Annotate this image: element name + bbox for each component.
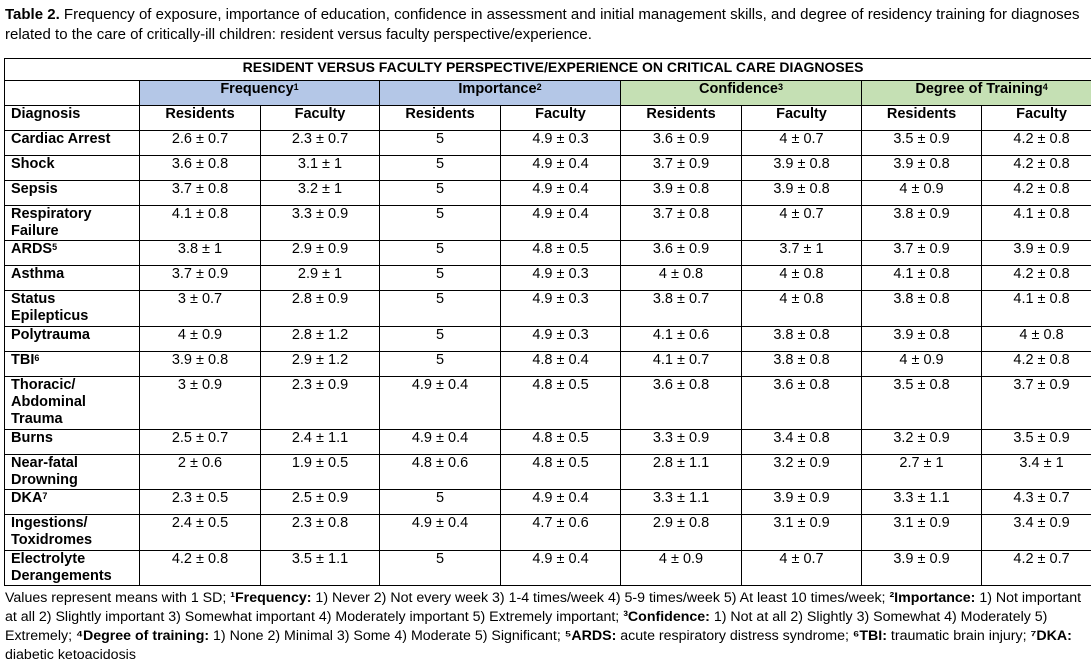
value-cell: 3 ± 0.9	[140, 377, 261, 430]
diagnosis-cell	[5, 551, 140, 586]
value-cell: 5	[380, 490, 501, 515]
value-cell: 5	[380, 266, 501, 291]
value-cell: 3.3 ± 0.9	[261, 206, 380, 241]
table-row	[5, 131, 1091, 156]
value-cell: 2.3 ± 0.8	[261, 515, 380, 551]
table-row	[5, 327, 1091, 352]
value-cell: 4.2 ± 0.8	[982, 266, 1091, 291]
value-cell: 4 ± 0.7	[742, 551, 862, 586]
value-cell: 4 ± 0.9	[621, 551, 742, 586]
value-cell: 4.8 ± 0.5	[501, 377, 621, 430]
group-header-label: Importance	[458, 81, 537, 97]
value-cell: 4.8 ± 0.5	[501, 430, 621, 455]
footnote-marker: 7	[42, 491, 48, 501]
footnote-text: acute respiratory distress syndrome;	[616, 628, 853, 644]
table-row	[5, 352, 1091, 377]
diagnosis-cell	[5, 291, 140, 327]
value-cell: 3.8 ± 0.8	[862, 291, 982, 327]
table-row	[5, 515, 1091, 551]
value-cell: 4 ± 0.7	[742, 131, 862, 156]
value-cell: 3.7 ± 0.8	[621, 206, 742, 241]
value-cell: 5	[380, 156, 501, 181]
value-cell: 3.5 ± 0.9	[862, 131, 982, 156]
value-cell: 5	[380, 241, 501, 266]
value-cell: 3.7 ± 0.9	[982, 377, 1091, 430]
diagnosis-cell	[5, 241, 140, 266]
footnote-term: ³Confidence:	[623, 609, 710, 625]
value-cell: 4 ± 0.8	[982, 327, 1091, 352]
diagnosis-label: Cardiac Arrest	[11, 131, 111, 147]
value-cell: 3.6 ± 0.9	[621, 131, 742, 156]
value-cell: 2.5 ± 0.7	[140, 430, 261, 455]
value-cell: 4.2 ± 0.8	[982, 131, 1091, 156]
value-cell: 3.6 ± 0.8	[742, 377, 862, 430]
table-row	[5, 156, 1091, 181]
value-cell: 2.9 ± 0.8	[621, 515, 742, 551]
diagnosis-cell	[5, 490, 140, 515]
value-cell: 2.6 ± 0.7	[140, 131, 261, 156]
value-cell: 4.1 ± 0.7	[621, 352, 742, 377]
value-cell: 5	[380, 352, 501, 377]
footnote-term: ⁴Degree of training:	[75, 628, 210, 644]
diagnosis-label: Ingestions/ Toxidromes	[11, 515, 93, 548]
value-cell: 2.3 ± 0.5	[140, 490, 261, 515]
footnote-text: diabetic ketoacidosis	[5, 647, 136, 663]
value-cell: 2.5 ± 0.9	[261, 490, 380, 515]
value-cell: 3.8 ± 0.9	[862, 206, 982, 241]
group-header	[140, 81, 380, 106]
value-cell: 2.9 ± 1	[261, 266, 380, 291]
diagnosis-label: Respiratory Failure	[11, 206, 92, 239]
value-cell: 3.4 ± 0.8	[742, 430, 862, 455]
footnote-marker: 5	[52, 242, 58, 252]
value-cell: 4.8 ± 0.5	[501, 241, 621, 266]
column-header: Residents	[380, 106, 501, 131]
value-cell: 2.8 ± 1.1	[621, 455, 742, 490]
value-cell: 3.7 ± 0.9	[621, 156, 742, 181]
value-cell: 2.8 ± 0.9	[261, 291, 380, 327]
diagnosis-cell	[5, 156, 140, 181]
value-cell: 4.9 ± 0.3	[501, 291, 621, 327]
column-header: Faculty	[982, 106, 1091, 131]
value-cell: 3.7 ± 0.8	[140, 181, 261, 206]
value-cell: 3.9 ± 0.8	[140, 352, 261, 377]
table-footnote	[5, 589, 1087, 665]
value-cell: 3.9 ± 0.8	[862, 156, 982, 181]
group-header	[380, 81, 621, 106]
group-header	[862, 81, 1091, 106]
diagnosis-cell	[5, 327, 140, 352]
value-cell: 3.2 ± 0.9	[862, 430, 982, 455]
value-cell: 3.4 ± 0.9	[982, 515, 1091, 551]
value-cell: 4 ± 0.9	[862, 181, 982, 206]
value-cell: 5	[380, 291, 501, 327]
value-cell: 2.9 ± 0.9	[261, 241, 380, 266]
value-cell: 4.9 ± 0.4	[501, 181, 621, 206]
diagnosis-cell	[5, 352, 140, 377]
table-row	[5, 181, 1091, 206]
value-cell: 3.1 ± 0.9	[742, 515, 862, 551]
value-cell: 2.8 ± 1.2	[261, 327, 380, 352]
value-cell: 4 ± 0.8	[742, 266, 862, 291]
value-cell: 2 ± 0.6	[140, 455, 261, 490]
diagnosis-label: Thoracic/ Abdominal Trauma	[11, 377, 86, 427]
table-row	[5, 551, 1091, 586]
value-cell: 4 ± 0.8	[742, 291, 862, 327]
table-row	[5, 430, 1091, 455]
value-cell: 4 ± 0.9	[862, 352, 982, 377]
value-cell: 4.7 ± 0.6	[501, 515, 621, 551]
footnote-text: 1) None 2) Minimal 3) Some 4) Moderate 5) Significant;	[209, 628, 565, 644]
diagnosis-cell	[5, 206, 140, 241]
group-header	[621, 81, 862, 106]
value-cell: 4.1 ± 0.8	[862, 266, 982, 291]
value-cell: 2.3 ± 0.7	[261, 131, 380, 156]
table-row	[5, 206, 1091, 241]
value-cell: 3 ± 0.7	[140, 291, 261, 327]
value-cell: 4.8 ± 0.4	[501, 352, 621, 377]
table-row	[5, 490, 1091, 515]
column-header: Residents	[140, 106, 261, 131]
value-cell: 3.9 ± 0.8	[621, 181, 742, 206]
diagnosis-cell	[5, 266, 140, 291]
value-cell: 3.8 ± 0.8	[742, 327, 862, 352]
value-cell: 4.9 ± 0.3	[501, 266, 621, 291]
table-row	[5, 455, 1091, 490]
value-cell: 2.4 ± 1.1	[261, 430, 380, 455]
value-cell: 1.9 ± 0.5	[261, 455, 380, 490]
footnote-text: 1) Not at all 2) Slightly 3) Somewhat 4) Moderately 5) Extremely;	[5, 609, 1048, 644]
footnote-term: ²Importance:	[889, 590, 976, 606]
value-cell: 3.1 ± 0.9	[862, 515, 982, 551]
table-caption-text: Frequency of exposure, importance of education, confidence in assessment and initial management skills, and degree of residency training for diagnoses related to the care of critically-ill children: resident versus faculty perspective/experience.	[5, 6, 1080, 43]
diagnosis-label: Status Epilepticus	[11, 291, 89, 324]
diagnosis-cell	[5, 131, 140, 156]
value-cell: 4.1 ± 0.8	[982, 206, 1091, 241]
value-cell: 4.1 ± 0.6	[621, 327, 742, 352]
value-cell: 3.3 ± 1.1	[621, 490, 742, 515]
value-cell: 3.9 ± 0.9	[862, 551, 982, 586]
group-header-label: Confidence	[699, 81, 778, 97]
table-caption	[5, 5, 1085, 45]
value-cell: 3.7 ± 1	[742, 241, 862, 266]
value-cell: 4.8 ± 0.5	[501, 455, 621, 490]
diagnosis-label: Burns	[11, 430, 53, 446]
group-header-blank	[5, 81, 140, 106]
diagnosis-cell	[5, 181, 140, 206]
value-cell: 3.9 ± 0.8	[742, 156, 862, 181]
diagnosis-label: Shock	[11, 156, 55, 172]
footnote-term: ⁷DKA:	[1030, 628, 1072, 644]
value-cell: 4.2 ± 0.8	[982, 181, 1091, 206]
value-cell: 4 ± 0.9	[140, 327, 261, 352]
diagnosis-label: Near-fatal Drowning	[11, 455, 78, 488]
value-cell: 3.3 ± 1.1	[862, 490, 982, 515]
footnote-text: Values represent means with 1 SD;	[5, 590, 231, 606]
value-cell: 2.3 ± 0.9	[261, 377, 380, 430]
table-caption-label: Table 2.	[5, 6, 60, 23]
table-row	[5, 241, 1091, 266]
value-cell: 4.2 ± 0.8	[140, 551, 261, 586]
group-header-label: Frequency	[220, 81, 294, 97]
diagnosis-label: DKA	[11, 490, 43, 506]
value-cell: 4.2 ± 0.8	[982, 352, 1091, 377]
value-cell: 4.9 ± 0.4	[380, 515, 501, 551]
group-header-label: Degree of Training	[915, 81, 1043, 97]
table-row	[5, 377, 1091, 430]
value-cell: 4.1 ± 0.8	[982, 291, 1091, 327]
value-cell: 3.9 ± 0.9	[742, 490, 862, 515]
value-cell: 3.8 ± 0.8	[742, 352, 862, 377]
data-table	[4, 58, 1091, 586]
table-banner: RESIDENT VERSUS FACULTY PERSPECTIVE/EXPERIENCE ON CRITICAL CARE DIAGNOSES	[5, 59, 1091, 81]
value-cell: 4.3 ± 0.7	[982, 490, 1091, 515]
value-cell: 5	[380, 181, 501, 206]
footnote-term: ¹Frequency:	[230, 590, 312, 606]
column-header: Diagnosis	[5, 106, 140, 131]
footnote-term: ⁵ARDS:	[564, 628, 617, 644]
diagnosis-cell	[5, 377, 140, 430]
value-cell: 3.8 ± 1	[140, 241, 261, 266]
value-cell: 3.9 ± 0.8	[742, 181, 862, 206]
value-cell: 3.5 ± 0.9	[982, 430, 1091, 455]
diagnosis-cell	[5, 515, 140, 551]
value-cell: 3.4 ± 1	[982, 455, 1091, 490]
footnote-text: 1) Never 2) Not every week 3) 1-4 times/week 4) 5-9 times/week 5) At least 10 times/week;	[311, 590, 890, 606]
value-cell: 4.9 ± 0.4	[501, 551, 621, 586]
footnote-text: 1) Not important at all 2) Slightly important 3) Somewhat important 4) Moderately important 5) Extremely important;	[5, 590, 1082, 625]
diagnosis-label: Polytrauma	[11, 327, 90, 343]
value-cell: 3.5 ± 0.8	[862, 377, 982, 430]
value-cell: 4.9 ± 0.4	[380, 430, 501, 455]
value-cell: 3.1 ± 1	[261, 156, 380, 181]
value-cell: 3.2 ± 1	[261, 181, 380, 206]
value-cell: 4 ± 0.8	[621, 266, 742, 291]
value-cell: 5	[380, 327, 501, 352]
value-cell: 5	[380, 206, 501, 241]
footnote-marker: 6	[34, 353, 40, 363]
diagnosis-label: TBI	[11, 352, 35, 368]
value-cell: 3.6 ± 0.8	[140, 156, 261, 181]
column-header: Faculty	[501, 106, 621, 131]
diagnosis-label: Sepsis	[11, 181, 58, 197]
value-cell: 4.9 ± 0.4	[501, 490, 621, 515]
footnote-marker: 4	[1042, 82, 1048, 92]
value-cell: 4.1 ± 0.8	[140, 206, 261, 241]
value-cell: 4.9 ± 0.4	[501, 206, 621, 241]
footnote-term: ⁶TBI:	[852, 628, 887, 644]
table-row	[5, 266, 1091, 291]
footnote-text: traumatic brain injury;	[886, 628, 1031, 644]
value-cell: 4.8 ± 0.6	[380, 455, 501, 490]
value-cell: 4 ± 0.7	[742, 206, 862, 241]
value-cell: 5	[380, 551, 501, 586]
value-cell: 3.7 ± 0.9	[140, 266, 261, 291]
value-cell: 4.9 ± 0.3	[501, 327, 621, 352]
value-cell: 3.6 ± 0.8	[621, 377, 742, 430]
value-cell: 3.9 ± 0.8	[862, 327, 982, 352]
column-header: Residents	[621, 106, 742, 131]
column-header: Residents	[862, 106, 982, 131]
diagnosis-label: ARDS	[11, 241, 53, 257]
value-cell: 3.7 ± 0.9	[862, 241, 982, 266]
value-cell: 3.9 ± 0.9	[982, 241, 1091, 266]
value-cell: 3.6 ± 0.9	[621, 241, 742, 266]
footnote-marker: 2	[536, 82, 542, 92]
diagnosis-cell	[5, 455, 140, 490]
table-row	[5, 291, 1091, 327]
value-cell: 2.9 ± 1.2	[261, 352, 380, 377]
diagnosis-cell	[5, 430, 140, 455]
value-cell: 5	[380, 131, 501, 156]
value-cell: 4.2 ± 0.8	[982, 156, 1091, 181]
value-cell: 2.7 ± 1	[862, 455, 982, 490]
column-header: Faculty	[261, 106, 380, 131]
value-cell: 4.9 ± 0.3	[501, 131, 621, 156]
value-cell: 4.9 ± 0.4	[501, 156, 621, 181]
footnote-marker: 1	[293, 82, 299, 92]
value-cell: 4.9 ± 0.4	[380, 377, 501, 430]
diagnosis-label: Electrolyte Derangements	[11, 551, 112, 584]
column-header: Faculty	[742, 106, 862, 131]
value-cell: 2.4 ± 0.5	[140, 515, 261, 551]
footnote-marker: 3	[777, 82, 783, 92]
value-cell: 3.2 ± 0.9	[742, 455, 862, 490]
value-cell: 3.3 ± 0.9	[621, 430, 742, 455]
value-cell: 3.5 ± 1.1	[261, 551, 380, 586]
value-cell: 3.8 ± 0.7	[621, 291, 742, 327]
value-cell: 4.2 ± 0.7	[982, 551, 1091, 586]
diagnosis-label: Asthma	[11, 266, 65, 282]
